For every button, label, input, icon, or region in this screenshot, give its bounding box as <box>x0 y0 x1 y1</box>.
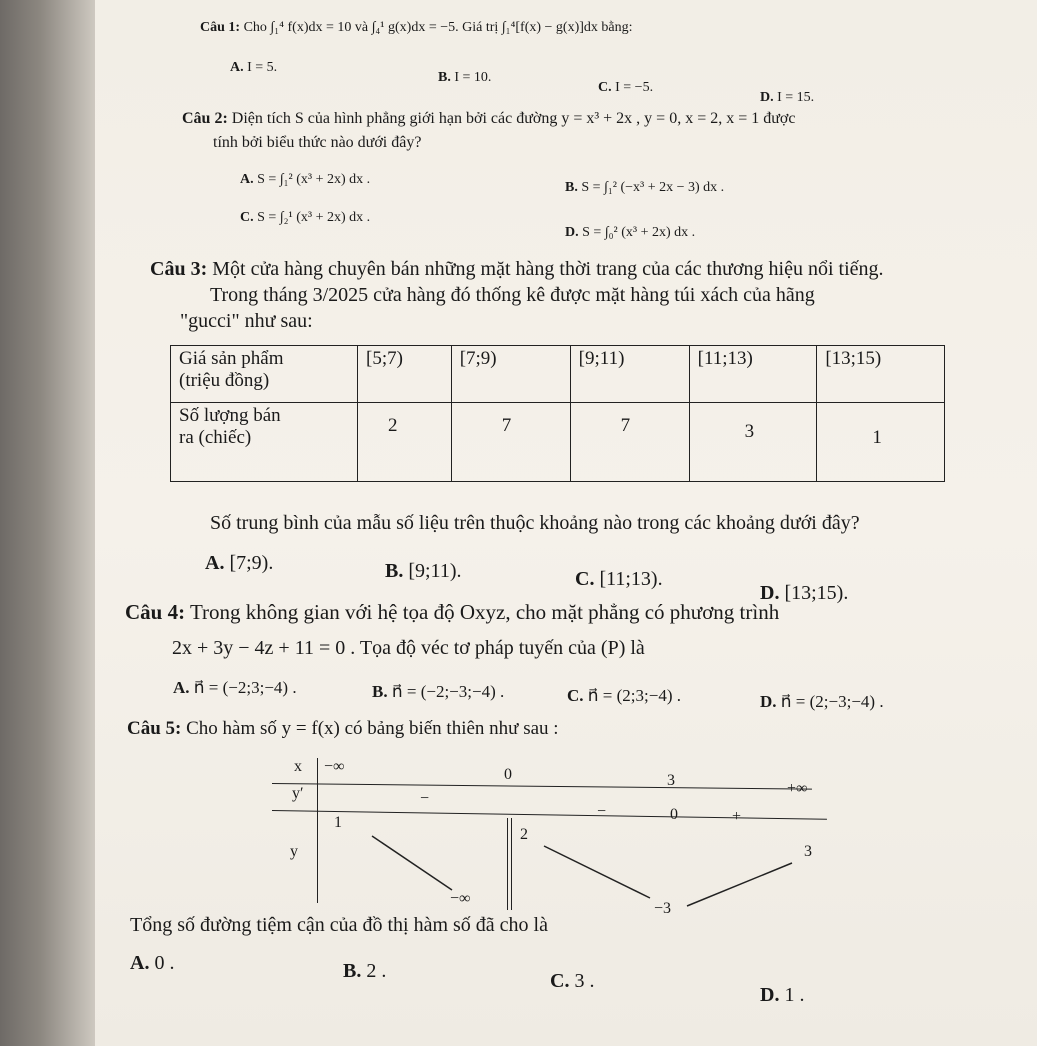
q2-option-b[interactable]: B. S = ∫₁² (−x³ + 2x − 3) dx . <box>565 180 725 195</box>
vt-x-label: x <box>294 758 302 775</box>
q2-option-a[interactable]: A. S = ∫₁² (x³ + 2x) dx . <box>240 172 371 187</box>
vt-yp-zero: 0 <box>670 806 678 823</box>
vt-y-neg-inf: −∞ <box>450 890 471 907</box>
question-5 <box>127 718 559 740</box>
question-4 <box>125 600 779 625</box>
question-3-line1: Một cửa hàng chuyên bán những mặt hàng thời trang của các thương hiệu nổi tiếng. <box>212 258 884 280</box>
q1-option-b[interactable]: B. I = 10. <box>438 70 492 85</box>
q4-option-a[interactable]: A. n⃗ = (−2;3;−4) . <box>173 678 297 697</box>
vt-x-pos-inf: +∞ <box>787 780 808 797</box>
question-3-line3: "gucci" như sau: <box>180 310 313 332</box>
count-cell: 1 <box>817 403 945 482</box>
question-1 <box>200 20 633 36</box>
vt-x-3: 3 <box>667 772 675 789</box>
price-header: Giá sản phẩm (triệu đồng) <box>171 346 358 403</box>
question-2-line1: Diện tích S của hình phẳng giới hạn bởi các đường y = x³ + 2x , y = 0, x = 2, x = 1 được <box>231 110 796 127</box>
q5-option-a[interactable]: A. 0 . <box>130 952 175 974</box>
q3-option-a[interactable]: A. [7;9). <box>205 552 274 574</box>
vt-arrows <box>272 758 832 913</box>
variation-table <box>272 758 832 917</box>
count-cell: 3 <box>689 403 817 482</box>
vt-yp-sign-1: − <box>420 790 430 807</box>
vt-yp-sign-3: + <box>732 808 742 825</box>
vt-yp-label: y′ <box>292 785 304 802</box>
interval-cell: [7;9) <box>451 346 570 403</box>
vt-y-label: y <box>290 843 298 860</box>
interval-cell: [13;15) <box>817 346 945 403</box>
q3-option-c[interactable]: C. [11;13). <box>575 568 663 590</box>
q1-option-c[interactable]: C. I = −5. <box>598 80 654 95</box>
question-1-label: Câu 1: <box>200 20 241 35</box>
question-3-line2: Trong tháng 3/2025 cửa hàng đó thống kê được mặt hàng túi xách của hãng <box>210 284 815 306</box>
question-3 <box>150 258 884 281</box>
table-row <box>171 403 945 482</box>
count-cell: 2 <box>358 403 452 482</box>
q2-option-d[interactable]: D. S = ∫₀² (x³ + 2x) dx . <box>565 225 696 240</box>
question-2-label: Câu 2: <box>182 110 228 127</box>
vt-yp-sign-2: − <box>597 803 607 820</box>
q4-option-d[interactable]: D. n⃗ = (2;−3;−4) . <box>760 692 884 711</box>
interval-cell: [11;13) <box>689 346 817 403</box>
question-4-label: Câu 4: <box>125 600 186 624</box>
q3-option-d[interactable]: D. [13;15). <box>760 582 849 604</box>
question-5-label: Câu 5: <box>127 718 182 739</box>
q1-option-a[interactable]: A. I = 5. <box>230 60 278 75</box>
q4-option-c[interactable]: C. n⃗ = (2;3;−4) . <box>567 686 681 705</box>
vt-x-0: 0 <box>504 766 512 783</box>
question-3-label: Câu 3: <box>150 258 208 280</box>
vt-y-2: 2 <box>520 826 528 843</box>
q5-option-b[interactable]: B. 2 . <box>343 960 387 982</box>
q5-option-c[interactable]: C. 3 . <box>550 970 595 992</box>
question-4-line2: 2x + 3y − 4z + 11 = 0 . Tọa độ véc tơ pháp tuyến của (P) là <box>172 637 645 659</box>
interval-cell: [9;11) <box>570 346 689 403</box>
count-header: Số lượng bán ra (chiếc) <box>171 403 358 482</box>
vt-y-neg3: −3 <box>654 900 672 917</box>
q4-option-b[interactable]: B. n⃗ = (−2;−3;−4) . <box>372 682 505 701</box>
count-cell: 7 <box>570 403 689 482</box>
vt-y-1: 1 <box>334 814 342 831</box>
question-3-prompt: Số trung bình của mẫu số liệu trên thuộc khoảng nào trong các khoảng dưới đây? <box>210 512 860 534</box>
question-2 <box>182 110 795 128</box>
question-1-text: Cho ∫₁⁴ f(x)dx = 10 và ∫₄¹ g(x)dx = −5. Giá trị ∫₁⁴[f(x) − g(x)]dx bằng: <box>243 20 633 35</box>
table-row <box>171 346 945 403</box>
question-2-line2: tính bởi biểu thức nào dưới đây? <box>213 134 422 151</box>
question-5-prompt: Tổng số đường tiệm cận của đồ thị hàm số đã cho là <box>130 914 548 936</box>
vt-x-neg-inf: −∞ <box>324 758 345 775</box>
q3-option-b[interactable]: B. [9;11). <box>385 560 462 582</box>
interval-cell: [5;7) <box>358 346 452 403</box>
q2-option-c[interactable]: C. S = ∫₂¹ (x³ + 2x) dx . <box>240 210 371 225</box>
question-4-line1: Trong không gian với hệ tọa độ Oxyz, cho mặt phẳng có phương trình <box>189 600 780 624</box>
q5-option-d[interactable]: D. 1 . <box>760 984 805 1006</box>
q1-option-d[interactable]: D. I = 15. <box>760 90 815 105</box>
count-cell: 7 <box>451 403 570 482</box>
question-5-text: Cho hàm số y = f(x) có bảng biến thiên như sau : <box>186 718 559 739</box>
frequency-table <box>170 345 945 482</box>
vt-y-3: 3 <box>804 843 812 860</box>
